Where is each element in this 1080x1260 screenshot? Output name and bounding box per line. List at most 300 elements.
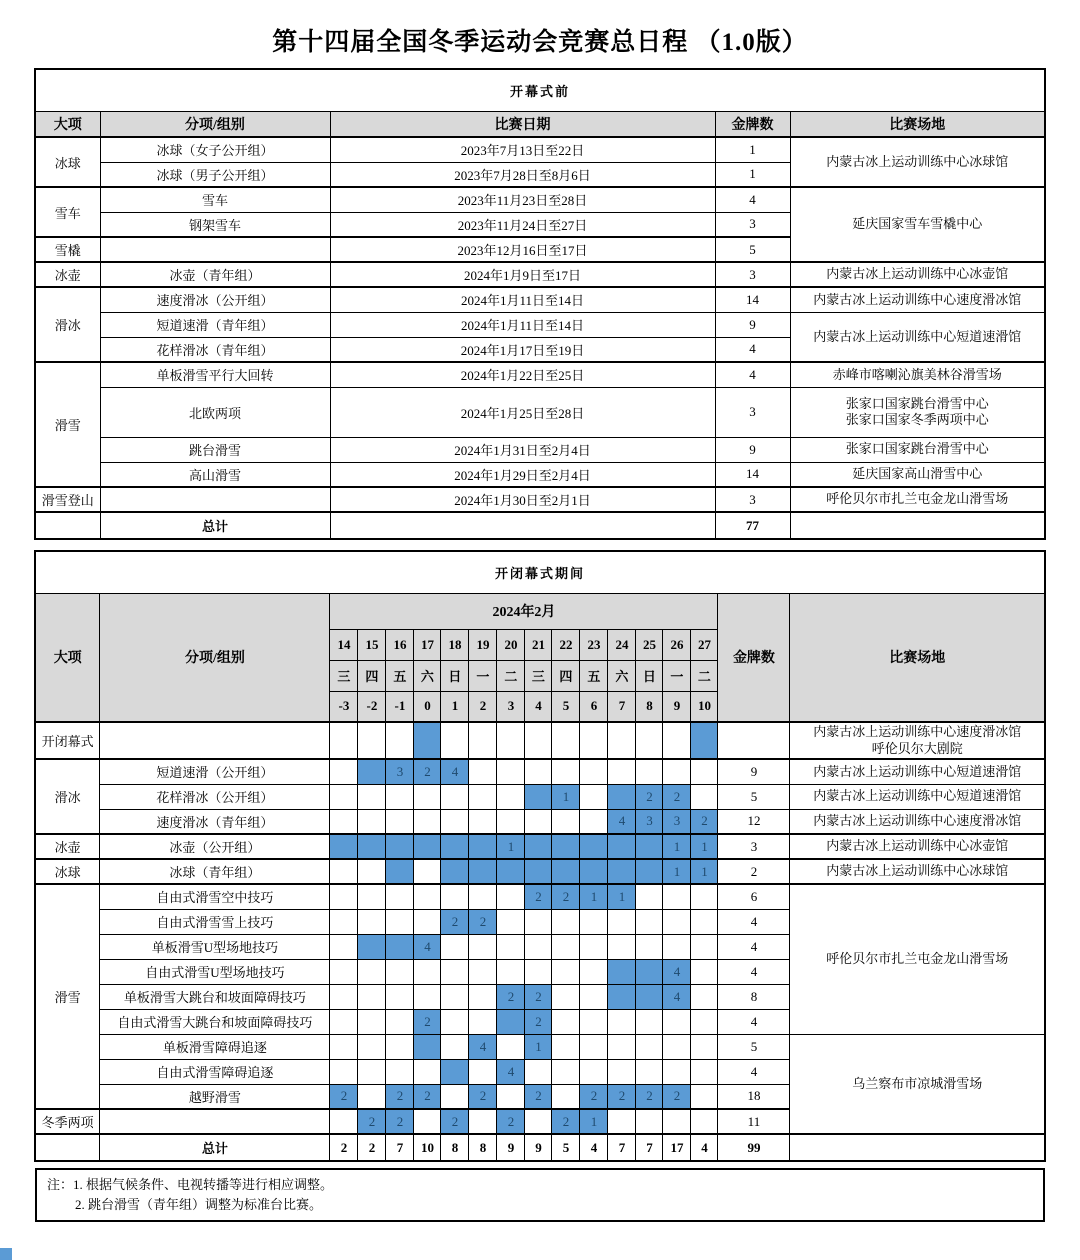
- day-cell: [358, 759, 386, 784]
- day-cell: [608, 1009, 636, 1034]
- gold-cell: 3: [718, 834, 790, 859]
- group-cell: 短道速滑（公开组）: [100, 759, 330, 784]
- gold-cell: 1: [715, 137, 790, 162]
- table-row: [35, 187, 1045, 212]
- day-cell: [525, 1109, 552, 1134]
- day-cell: [497, 859, 525, 884]
- venue-cell: [790, 722, 1045, 759]
- day-cell: [330, 784, 358, 809]
- day-cell: [580, 984, 608, 1009]
- table-row: [35, 312, 1045, 337]
- day-cell: [358, 909, 386, 934]
- group-cell: [100, 237, 330, 262]
- day-cell: [358, 722, 386, 759]
- day-cell: 4: [608, 809, 636, 834]
- day-cell: [386, 884, 414, 909]
- day-cell: [441, 934, 469, 959]
- sport-cell: [35, 1134, 100, 1161]
- day-cell: [663, 1109, 691, 1134]
- group-cell: 速度滑冰（公开组）: [100, 287, 330, 312]
- day-cell: [552, 1084, 580, 1109]
- day-cell: [497, 784, 525, 809]
- day-cell: [691, 1034, 718, 1059]
- group-cell: 冰壶（青年组）: [100, 262, 330, 287]
- day-cell: [636, 909, 663, 934]
- day-cell: [580, 934, 608, 959]
- daynumber-header-cell: -3: [330, 691, 358, 722]
- group-cell: 速度滑冰（青年组）: [100, 809, 330, 834]
- col-header-date: 比赛日期: [330, 111, 715, 137]
- group-cell: 自由式滑雪空中技巧: [100, 884, 330, 909]
- day-cell: [330, 722, 358, 759]
- daynumber-header-cell: 2: [469, 691, 497, 722]
- day-cell: 2: [663, 784, 691, 809]
- day-cell: [441, 1034, 469, 1059]
- day-total-cell: 7: [636, 1134, 663, 1161]
- day-cell: [441, 959, 469, 984]
- day-cell: [525, 722, 552, 759]
- col-header-venue: 比赛场地: [790, 593, 1045, 722]
- day-total-cell: 9: [525, 1134, 552, 1161]
- day-cell: [330, 1034, 358, 1059]
- daynumber-header-cell: -2: [358, 691, 386, 722]
- group-cell: 冰壶（公开组）: [100, 834, 330, 859]
- table-row: [35, 722, 1045, 759]
- day-cell: [358, 984, 386, 1009]
- day-cell: [358, 959, 386, 984]
- day-cell: 3: [386, 759, 414, 784]
- date-header-cell: 18: [441, 629, 469, 660]
- day-cell: 2: [691, 809, 718, 834]
- table-row: [35, 387, 1045, 437]
- daynumber-header-cell: -1: [386, 691, 414, 722]
- day-cell: [414, 784, 441, 809]
- group-cell: 自由式滑雪雪上技巧: [100, 909, 330, 934]
- day-cell: [525, 909, 552, 934]
- day-cell: [636, 859, 663, 884]
- weekday-header-cell: 四: [552, 660, 580, 691]
- day-cell: [552, 834, 580, 859]
- weekday-header-cell: 六: [608, 660, 636, 691]
- day-cell: 2: [663, 1084, 691, 1109]
- group-cell: 单板滑雪平行大回转: [100, 362, 330, 387]
- date-cell: 2024年1月11日至14日: [330, 312, 715, 337]
- day-cell: [414, 722, 441, 759]
- day-cell: [580, 859, 608, 884]
- sport-cell: 雪车: [35, 187, 100, 237]
- date-cell: [330, 512, 715, 539]
- table-row: [35, 834, 1045, 859]
- venue-cell: 内蒙古冰上运动训练中心冰壶馆: [790, 834, 1045, 859]
- day-cell: [469, 809, 497, 834]
- day-cell: [552, 1009, 580, 1034]
- day-cell: 2: [414, 1009, 441, 1034]
- table-row: [35, 551, 1045, 593]
- day-cell: [330, 809, 358, 834]
- col-header-sport: 大项: [35, 593, 100, 722]
- group-cell: 单板滑雪U型场地技巧: [100, 934, 330, 959]
- table-row: [35, 884, 1045, 909]
- day-cell: [608, 859, 636, 884]
- pre-opening-table: [34, 68, 1046, 540]
- day-cell: [358, 1059, 386, 1084]
- venue-cell: [790, 387, 1045, 437]
- day-cell: [552, 934, 580, 959]
- day-cell: [330, 834, 358, 859]
- day-cell: [525, 859, 552, 884]
- day-cell: [663, 1034, 691, 1059]
- group-cell: 越野滑雪: [100, 1084, 330, 1109]
- group-cell: 单板滑雪大跳台和坡面障碍技巧: [100, 984, 330, 1009]
- group-cell: 高山滑雪: [100, 462, 330, 487]
- col-header-sport: 大项: [35, 111, 100, 137]
- day-cell: [441, 884, 469, 909]
- sport-cell: 开闭幕式: [35, 722, 100, 759]
- day-cell: [636, 984, 663, 1009]
- day-total-cell: 5: [552, 1134, 580, 1161]
- day-cell: [386, 909, 414, 934]
- day-cell: [469, 1109, 497, 1134]
- day-cell: [552, 984, 580, 1009]
- total-label: 总计: [100, 1134, 330, 1161]
- day-cell: [608, 1059, 636, 1084]
- gold-cell: 2: [718, 859, 790, 884]
- day-cell: [580, 784, 608, 809]
- gold-cell: 4: [718, 1059, 790, 1084]
- venue-cell: 张家口国家跳台滑雪中心: [790, 437, 1045, 462]
- total-label: 总计: [100, 512, 330, 539]
- venue-cell: 呼伦贝尔市扎兰屯金龙山滑雪场: [790, 487, 1045, 512]
- venue-cell: 乌兰察布市凉城滑雪场: [790, 1034, 1045, 1134]
- day-cell: [330, 909, 358, 934]
- daynumber-header-cell: 5: [552, 691, 580, 722]
- day-cell: [497, 759, 525, 784]
- day-cell: [414, 809, 441, 834]
- day-cell: [608, 984, 636, 1009]
- weekday-header-cell: 二: [691, 660, 718, 691]
- gold-cell: 3: [715, 387, 790, 437]
- day-cell: [441, 859, 469, 884]
- col-header-gold: 金牌数: [718, 593, 790, 722]
- date-header-cell: 22: [552, 629, 580, 660]
- day-cell: 1: [663, 859, 691, 884]
- daynumber-header-cell: 0: [414, 691, 441, 722]
- day-cell: [691, 884, 718, 909]
- day-cell: [525, 959, 552, 984]
- day-cell: [552, 1034, 580, 1059]
- day-total-cell: 4: [580, 1134, 608, 1161]
- weekday-header-cell: 一: [663, 660, 691, 691]
- day-cell: [441, 1084, 469, 1109]
- venue-cell: [790, 1134, 1045, 1161]
- weekday-header-cell: 日: [441, 660, 469, 691]
- day-cell: 2: [469, 909, 497, 934]
- date-header-cell: 25: [636, 629, 663, 660]
- day-cell: [580, 909, 608, 934]
- day-cell: [330, 934, 358, 959]
- sport-cell: 滑冰: [35, 287, 100, 362]
- day-cell: [441, 984, 469, 1009]
- day-cell: [663, 934, 691, 959]
- day-cell: [386, 959, 414, 984]
- day-cell: [441, 834, 469, 859]
- day-cell: [358, 1009, 386, 1034]
- day-cell: [552, 1059, 580, 1084]
- day-cell: [691, 1059, 718, 1084]
- table-row: [35, 759, 1045, 784]
- day-cell: [358, 859, 386, 884]
- date-header-cell: 14: [330, 629, 358, 660]
- gold-cell: 3: [715, 262, 790, 287]
- day-cell: 2: [525, 884, 552, 909]
- day-cell: [580, 1009, 608, 1034]
- day-cell: [608, 722, 636, 759]
- day-total-cell: 8: [469, 1134, 497, 1161]
- day-total-cell: 8: [441, 1134, 469, 1161]
- day-cell: [469, 984, 497, 1009]
- table-row: [35, 137, 1045, 162]
- gold-cell: [718, 722, 790, 759]
- col-header-gold: 金牌数: [715, 111, 790, 137]
- gold-cell: 4: [715, 187, 790, 212]
- gold-cell: 3: [715, 487, 790, 512]
- sport-cell: 冰壶: [35, 262, 100, 287]
- total-gold: 77: [715, 512, 790, 539]
- day-cell: [441, 809, 469, 834]
- group-cell: 钢架雪车: [100, 212, 330, 237]
- date-header-cell: 23: [580, 629, 608, 660]
- sport-cell: 滑雪: [35, 884, 100, 1109]
- day-cell: [663, 1009, 691, 1034]
- group-cell: 冰球（男子公开组）: [100, 162, 330, 187]
- group-cell: 北欧两项: [100, 387, 330, 437]
- weekday-header-cell: 四: [358, 660, 386, 691]
- col-header-venue: 比赛场地: [790, 111, 1045, 137]
- date-cell: 2023年11月23日至28日: [330, 187, 715, 212]
- day-cell: [469, 1009, 497, 1034]
- day-cell: [386, 809, 414, 834]
- day-cell: 3: [636, 809, 663, 834]
- footnote-line: 注：1. 根据气候条件、电视转播等进行相应调整。: [47, 1177, 334, 1192]
- daynumber-header-cell: 1: [441, 691, 469, 722]
- gold-cell: 5: [718, 1034, 790, 1059]
- date-header-cell: 21: [525, 629, 552, 660]
- date-cell: 2023年11月24日至27日: [330, 212, 715, 237]
- day-cell: [608, 834, 636, 859]
- daynumber-header-cell: 10: [691, 691, 718, 722]
- group-cell: [100, 487, 330, 512]
- day-cell: 4: [663, 984, 691, 1009]
- date-cell: 2024年1月17日至19日: [330, 337, 715, 362]
- day-cell: [636, 1109, 663, 1134]
- day-cell: [469, 884, 497, 909]
- day-cell: [358, 1084, 386, 1109]
- daynumber-header-cell: 8: [636, 691, 663, 722]
- day-cell: [386, 784, 414, 809]
- day-cell: [525, 934, 552, 959]
- gold-cell: 4: [718, 959, 790, 984]
- day-cell: [552, 859, 580, 884]
- day-cell: [636, 1009, 663, 1034]
- day-cell: 2: [414, 759, 441, 784]
- day-cell: 2: [636, 1084, 663, 1109]
- day-total-cell: 10: [414, 1134, 441, 1161]
- day-cell: 2: [441, 1109, 469, 1134]
- sport-cell: 冰球: [35, 137, 100, 187]
- venue-line: 张家口国家冬季两项中心: [845, 412, 989, 427]
- venue-line: 内蒙古冰上运动训练中心速度滑冰馆: [813, 724, 1022, 740]
- weekday-header-cell: 六: [414, 660, 441, 691]
- sport-cell: 滑雪: [35, 362, 100, 487]
- weekday-header-cell: 五: [386, 660, 414, 691]
- day-cell: [636, 884, 663, 909]
- day-cell: 2: [497, 984, 525, 1009]
- day-cell: [663, 759, 691, 784]
- day-cell: [414, 834, 441, 859]
- footnote-line: 2. 跳台滑雪（青年组）调整为标准台比赛。: [75, 1197, 323, 1213]
- daynumber-header-cell: 7: [608, 691, 636, 722]
- gold-cell: 4: [718, 934, 790, 959]
- day-cell: [497, 909, 525, 934]
- day-cell: [386, 934, 414, 959]
- gold-cell: 18: [718, 1084, 790, 1109]
- day-cell: 2: [330, 1084, 358, 1109]
- gold-cell: 3: [715, 212, 790, 237]
- sport-cell: [35, 512, 100, 539]
- day-cell: 2: [358, 1109, 386, 1134]
- group-cell: [100, 722, 330, 759]
- venue-cell: 赤峰市喀喇沁旗美林谷滑雪场: [790, 362, 1045, 387]
- date-cell: 2024年1月30日至2月1日: [330, 487, 715, 512]
- day-total-cell: 4: [691, 1134, 718, 1161]
- date-cell: 2024年1月25日至28日: [330, 387, 715, 437]
- venue-cell: 延庆国家雪车雪橇中心: [790, 187, 1045, 262]
- day-cell: [691, 934, 718, 959]
- section-title: 开幕式前: [35, 69, 1045, 111]
- date-header-cell: 26: [663, 629, 691, 660]
- day-cell: [580, 722, 608, 759]
- gold-cell: 5: [718, 784, 790, 809]
- day-cell: [608, 1034, 636, 1059]
- day-cell: [414, 984, 441, 1009]
- date-cell: 2024年1月22日至25日: [330, 362, 715, 387]
- date-cell: 2023年7月28日至8月6日: [330, 162, 715, 187]
- weekday-header-cell: 一: [469, 660, 497, 691]
- day-cell: 1: [691, 859, 718, 884]
- day-total-cell: 7: [608, 1134, 636, 1161]
- day-cell: [691, 784, 718, 809]
- day-cell: [414, 1109, 441, 1134]
- day-cell: 4: [414, 934, 441, 959]
- day-cell: 3: [663, 809, 691, 834]
- day-cell: [469, 934, 497, 959]
- venue-cell: 内蒙古冰上运动训练中心速度滑冰馆: [790, 287, 1045, 312]
- day-cell: [552, 809, 580, 834]
- date-header-cell: 24: [608, 629, 636, 660]
- day-cell: [691, 984, 718, 1009]
- venue-cell: 延庆国家高山滑雪中心: [790, 462, 1045, 487]
- footnotes: [35, 1168, 1045, 1222]
- day-cell: [358, 1034, 386, 1059]
- venue-line: 张家口国家跳台滑雪中心: [845, 395, 989, 411]
- day-cell: [386, 1059, 414, 1084]
- gold-cell: 12: [718, 809, 790, 834]
- scan-artifact: [0, 1248, 12, 1260]
- day-cell: [552, 722, 580, 759]
- day-total-cell: 9: [497, 1134, 525, 1161]
- day-cell: 1: [663, 834, 691, 859]
- group-cell: 自由式滑雪U型场地技巧: [100, 959, 330, 984]
- section-title: 开闭幕式期间: [35, 551, 1045, 593]
- gold-cell: 4: [715, 337, 790, 362]
- day-cell: [469, 784, 497, 809]
- day-total-cell: 2: [330, 1134, 358, 1161]
- day-cell: 2: [469, 1084, 497, 1109]
- day-cell: 2: [552, 884, 580, 909]
- sport-cell: 滑雪登山: [35, 487, 100, 512]
- day-cell: [441, 1009, 469, 1034]
- day-cell: [636, 834, 663, 859]
- day-total-cell: 2: [358, 1134, 386, 1161]
- day-cell: [636, 722, 663, 759]
- weekday-header-cell: 二: [497, 660, 525, 691]
- day-cell: [469, 722, 497, 759]
- venue-cell: 内蒙古冰上运动训练中心短道速滑馆: [790, 312, 1045, 362]
- page-title: 第十四届全国冬季运动会竞赛总日程 （1.0版）: [272, 29, 808, 56]
- day-cell: [663, 909, 691, 934]
- table-header-row: [35, 593, 1045, 629]
- group-cell: 跳台滑雪: [100, 437, 330, 462]
- day-cell: [636, 959, 663, 984]
- day-cell: [580, 959, 608, 984]
- day-cell: [691, 959, 718, 984]
- daynumber-header-cell: 4: [525, 691, 552, 722]
- day-cell: [663, 884, 691, 909]
- day-cell: [608, 909, 636, 934]
- date-header-cell: 15: [358, 629, 386, 660]
- date-header-cell: 17: [414, 629, 441, 660]
- day-cell: [636, 934, 663, 959]
- day-cell: [469, 759, 497, 784]
- day-total-cell: 7: [386, 1134, 414, 1161]
- daynumber-header-cell: 9: [663, 691, 691, 722]
- day-cell: [330, 959, 358, 984]
- day-cell: [691, 1009, 718, 1034]
- day-cell: [608, 934, 636, 959]
- day-cell: [580, 1059, 608, 1084]
- date-header-cell: 20: [497, 629, 525, 660]
- day-cell: 1: [580, 1109, 608, 1134]
- day-cell: [691, 1109, 718, 1134]
- sport-cell: 冰球: [35, 859, 100, 884]
- day-cell: 2: [441, 909, 469, 934]
- group-cell: 单板滑雪障碍追逐: [100, 1034, 330, 1059]
- group-cell: 花样滑冰（青年组）: [100, 337, 330, 362]
- table-row: [35, 1034, 1045, 1059]
- day-cell: [414, 959, 441, 984]
- day-cell: [608, 784, 636, 809]
- day-cell: [525, 759, 552, 784]
- day-cell: [358, 884, 386, 909]
- daynumber-header-cell: 6: [580, 691, 608, 722]
- venue-cell: 内蒙古冰上运动训练中心冰球馆: [790, 137, 1045, 187]
- table-row: [35, 859, 1045, 884]
- month-header: 2024年2月: [330, 593, 718, 629]
- day-cell: 1: [580, 884, 608, 909]
- day-cell: [386, 834, 414, 859]
- day-cell: [497, 809, 525, 834]
- weekday-header-cell: 日: [636, 660, 663, 691]
